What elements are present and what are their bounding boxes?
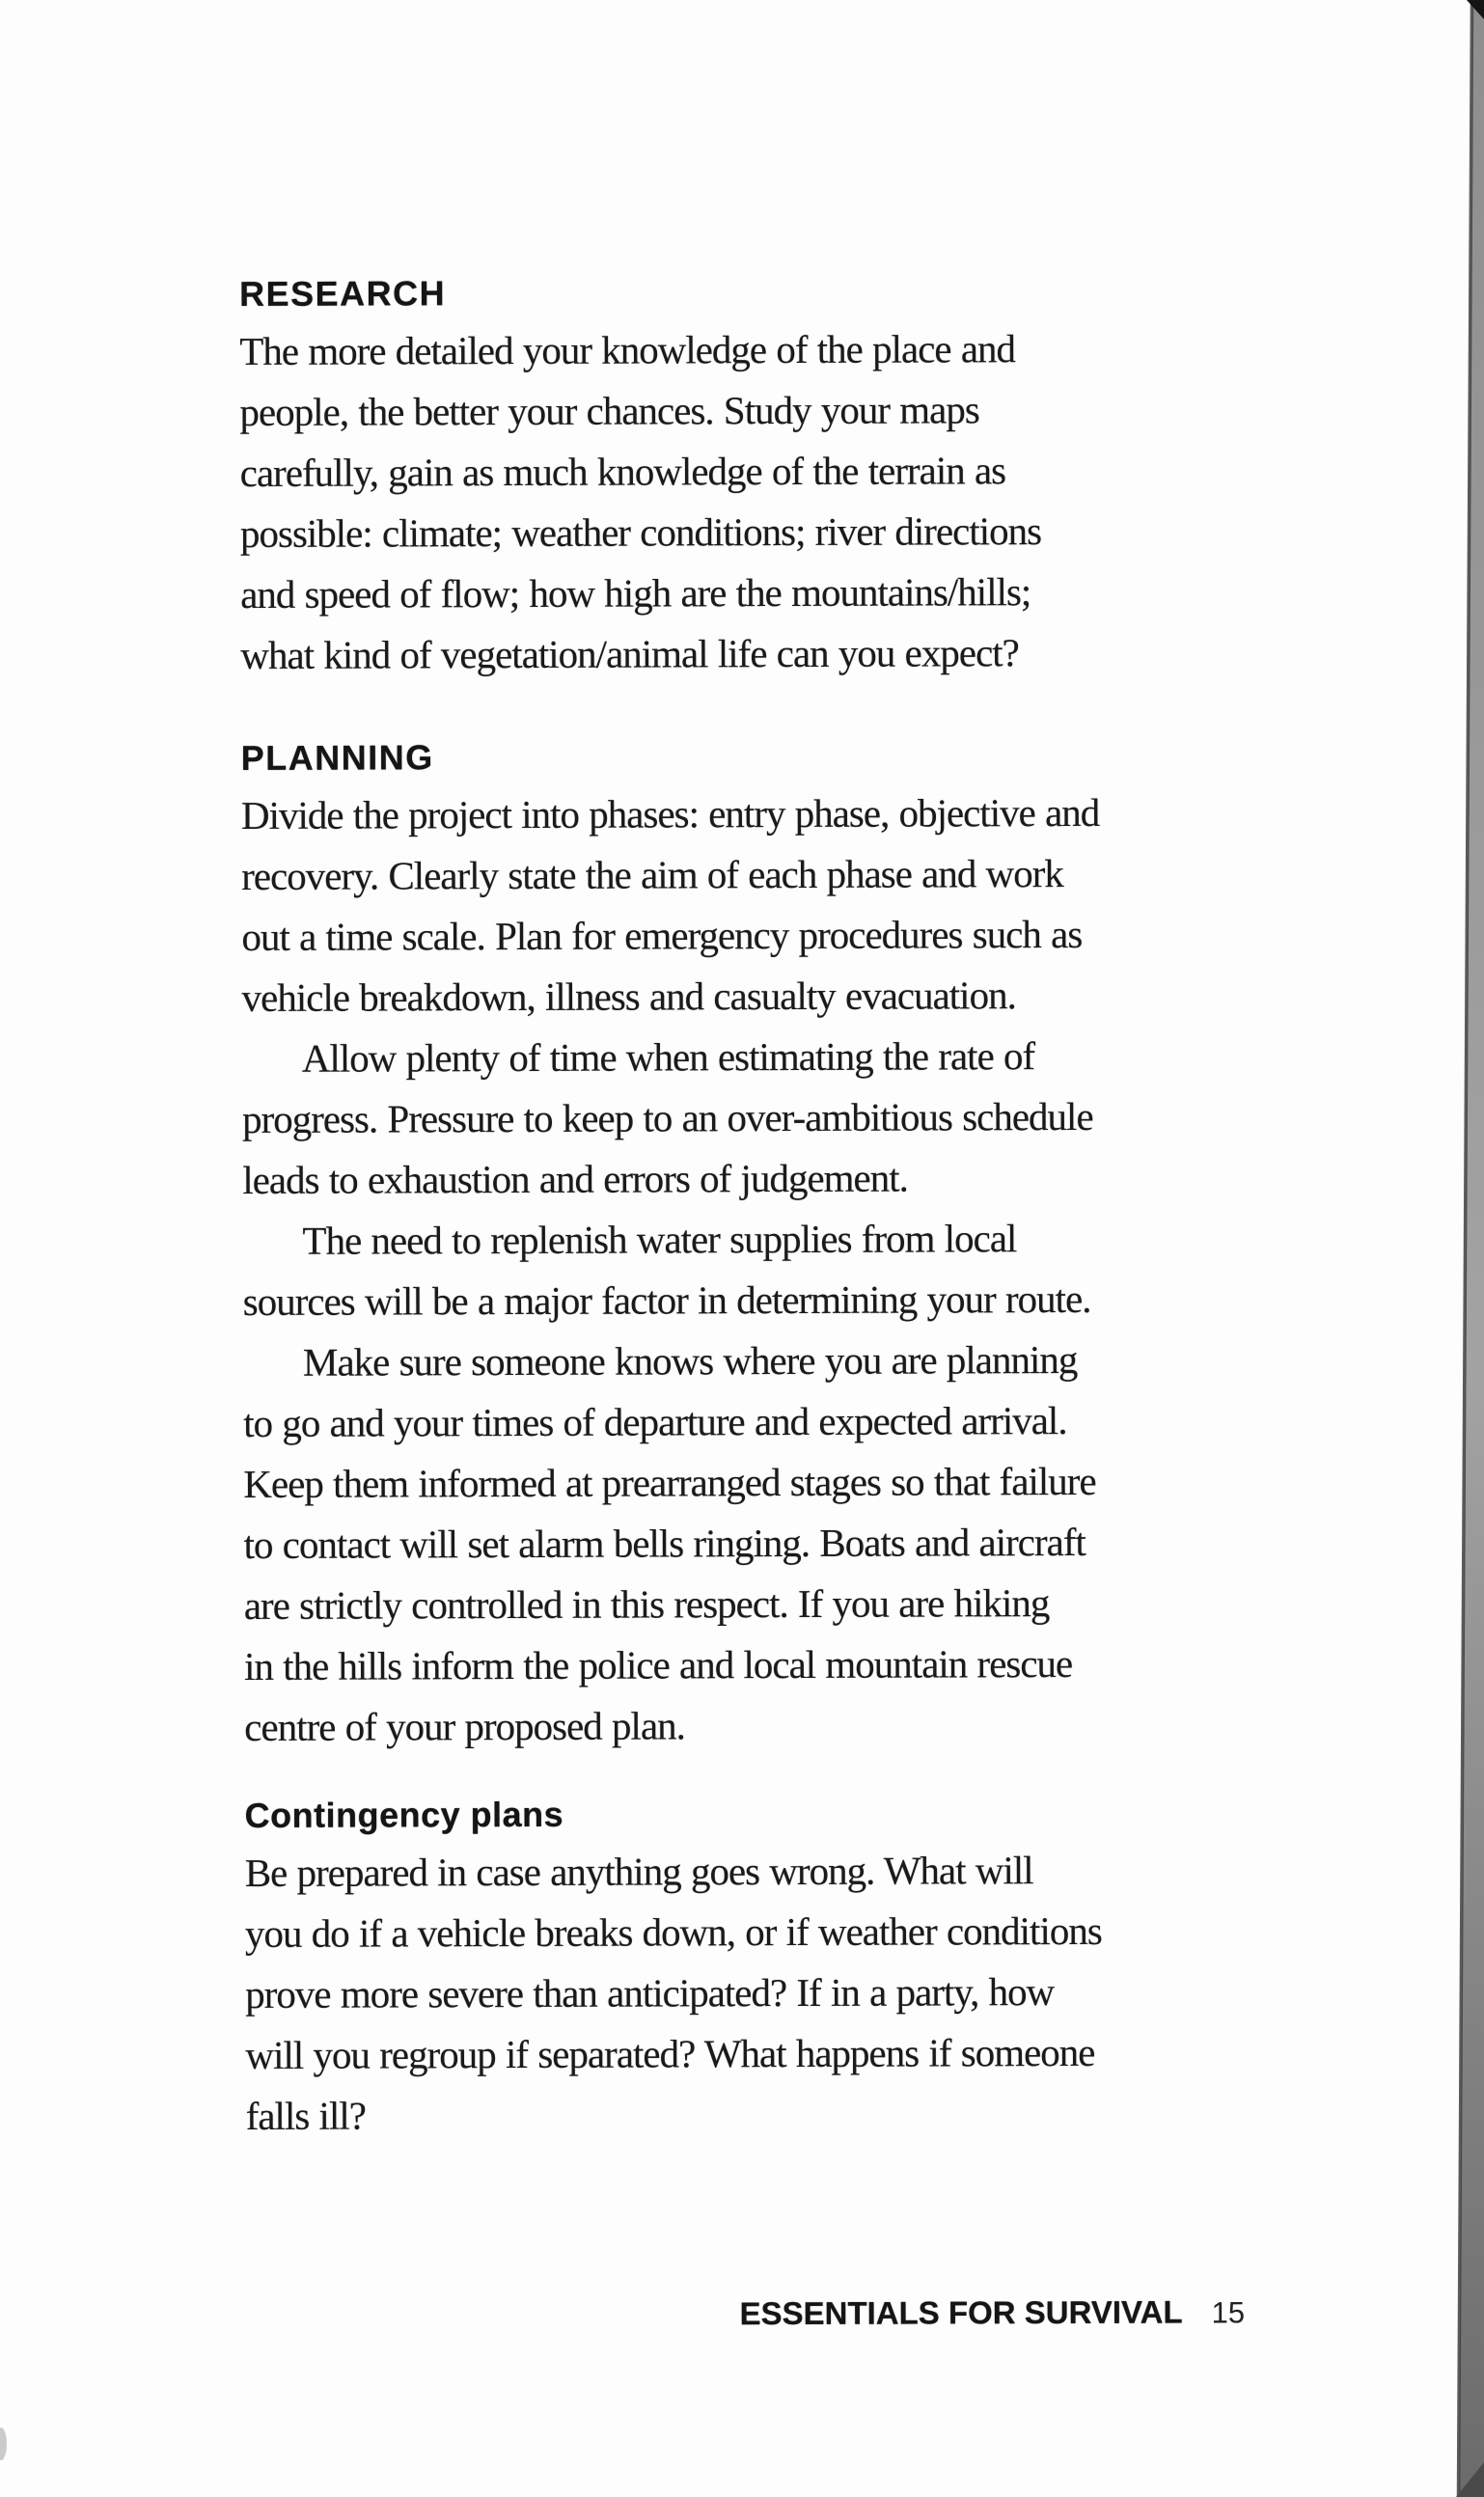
paragraph	[242, 1207, 1284, 1332]
text-line: falls ill?	[245, 2093, 366, 2138]
page-footer	[239, 2293, 1245, 2334]
page-corner-top-right	[1467, 0, 1484, 19]
section-heading-research: RESEARCH	[238, 273, 447, 314]
page-edge-line	[1459, 0, 1472, 2497]
section-planning	[241, 735, 1287, 1758]
text-line: people, the better your chances. Study your maps	[239, 387, 979, 434]
page-corner-bottom-right	[1456, 2462, 1484, 2497]
text-line: vehicle breakdown, illness and casualty evacuation.	[241, 973, 1016, 1020]
text-line: Divide the project into phases: entry phase, objective and	[240, 789, 1100, 837]
text-line: out a time scale. Plan for emergency procedures such as	[241, 911, 1083, 959]
text-line: you do if a vehicle breaks down, or if weather conditions	[244, 1907, 1102, 1956]
paragraph	[245, 1839, 1288, 2147]
text-line: centre of your proposed plan.	[244, 1703, 685, 1749]
text-line: prove more severe than anticipated? If in a party, how	[245, 1969, 1055, 2017]
paragraph	[239, 317, 1282, 686]
paragraph	[243, 1329, 1287, 1758]
text-line: to contact will set alarm bells ringing. Boats and aircraft	[243, 1519, 1086, 1567]
text-line: The more detailed your knowledge of the place and	[239, 326, 1016, 373]
footer-running-title: ESSENTIALS FOR SURVIVAL	[739, 2293, 1183, 2332]
page-edge-strip	[1459, 0, 1484, 2497]
section-research	[239, 271, 1282, 686]
text-line: possible: climate; weather conditions; river directions	[239, 508, 1042, 556]
text-line: recovery. Clearly state the aim of each phase and work	[241, 851, 1063, 898]
text-line: carefully, gain as much knowledge of the terrain as	[239, 448, 1006, 495]
text-line: in the hills inform the police and local mountain rescue	[243, 1640, 1073, 1688]
text-line: Keep them informed at prearranged stages so that failure	[243, 1458, 1096, 1506]
section-heading-contingency-plans: Contingency plans	[244, 1794, 564, 1835]
text-line: progress. Pressure to keep to an over-ambitious schedule	[241, 1093, 1093, 1141]
page-text-column	[239, 271, 1288, 2147]
text-line: leads to exhaustion and errors of judgement.	[242, 1155, 908, 1202]
section-contingency-plans	[245, 1793, 1288, 2147]
paragraph	[241, 782, 1284, 1029]
text-line: The need to replenish water supplies from local	[302, 1216, 1017, 1263]
text-line: sources will be a major factor in determining your route.	[242, 1276, 1091, 1324]
text-line: Be prepared in case anything goes wrong. What will	[244, 1848, 1033, 1895]
text-line: what kind of vegetation/animal life can you expect?	[240, 630, 1019, 677]
text-line: to go and your times of departure and expected arrival.	[243, 1398, 1067, 1445]
text-line: are strictly controlled in this respect. If you are hiking	[243, 1580, 1050, 1628]
scan-smudge-left-edge	[0, 2428, 7, 2460]
section-heading-planning: PLANNING	[240, 737, 434, 778]
text-line: and speed of flow; how high are the mountains/hills;	[240, 569, 1031, 617]
footer-page-number: 15	[1211, 2295, 1246, 2330]
paragraph	[242, 1025, 1285, 1211]
text-line: Allow plenty of time when estimating the rate of	[301, 1033, 1035, 1081]
text-line: will you regroup if separated? What happens if someone	[245, 2029, 1095, 2077]
text-line: Make sure someone knows where you are planning	[302, 1336, 1078, 1385]
